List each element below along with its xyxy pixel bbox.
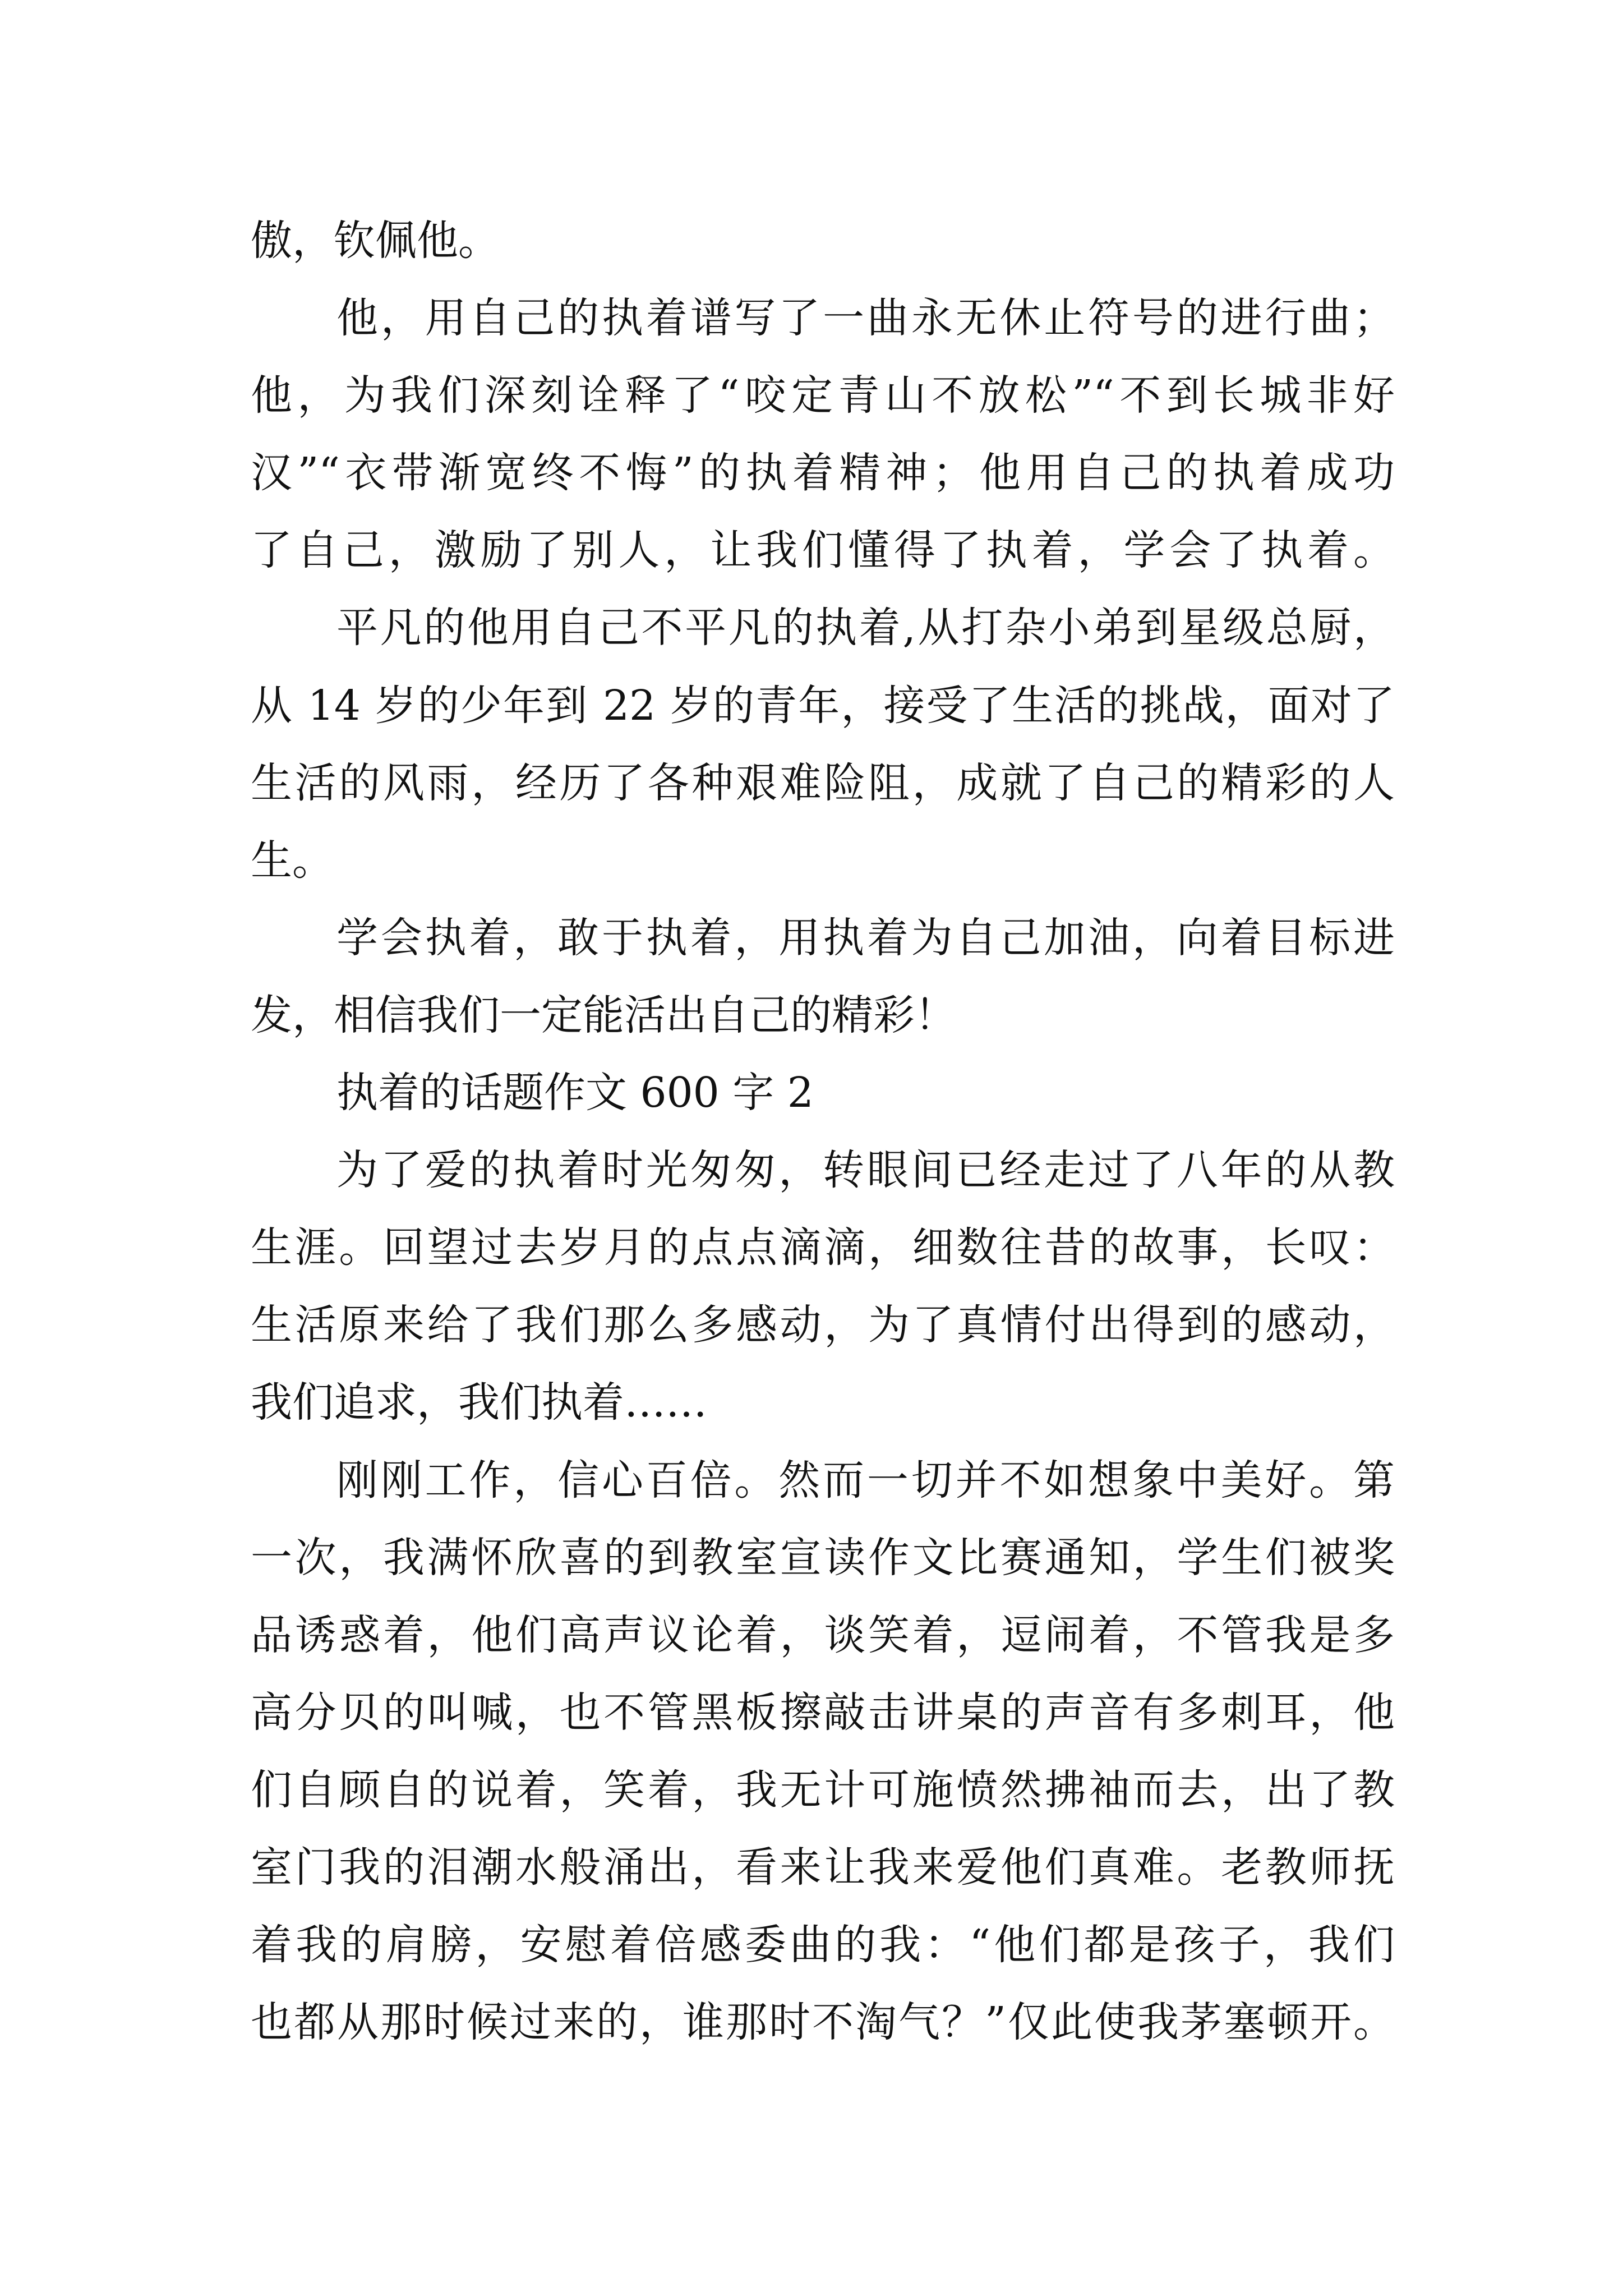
text-line: 发，相信我们一定能活出自己的精彩！ [251, 991, 956, 1039]
text-line: 生活原来给了我们那么多感动，为了真情付出得到的感动， [251, 1301, 1395, 1350]
text-line: 学会执着，敢于执着，用执着为自己加油，向着目标进 [336, 913, 1395, 962]
text-line: 生涯。回望过去岁月的点点滴滴，细数往昔的故事，长叹： [251, 1223, 1395, 1272]
text-line: 们自顾自的说着，笑着，我无计可施愤然拂袖而去，出了教 [251, 1765, 1395, 1814]
text-line: 品诱惑着，他们高声议论着，谈笑着，逗闹着，不管我是多 [251, 1611, 1395, 1659]
text-line: 傲，钦佩他。 [251, 217, 500, 265]
text-line: 从 14 岁的少年到 22 岁的青年，接受了生活的挑战，面对了 [251, 681, 1395, 730]
text-line: 为了爱的执着时光匆匆，转眼间已经走过了八年的从教 [336, 1146, 1395, 1195]
text-line: 一次，我满怀欣喜的到教室宣读作文比赛通知，学生们被奖 [251, 1533, 1395, 1582]
text-line: 着我的肩膀，安慰着倍感委曲的我：“他们都是孩子，我们 [251, 1921, 1395, 1970]
text-line: 他，用自己的执着谱写了一曲永无休止符号的进行曲； [336, 294, 1395, 343]
text-line: 也都从那时候过来的，谁那时不淘气？”仅此使我茅塞顿开。 [251, 1998, 1395, 2047]
text-line: 生活的风雨，经历了各种艰难险阻，成就了自己的精彩的人 [251, 758, 1395, 807]
body-text [251, 202, 1395, 2061]
text-line: 室门我的泪潮水般涌出，看来让我来爱他们真难。老教师抚 [251, 1843, 1395, 1892]
text-line: 他，为我们深刻诠释了“咬定青山不放松”“不到长城非好 [251, 371, 1395, 420]
text-line: 生。 [251, 836, 334, 885]
text-line: 高分贝的叫喊，也不管黑板擦敲击讲桌的声音有多刺耳，他 [251, 1688, 1395, 1737]
text-line: 汉”“衣带渐宽终不悔”的执着精神；他用自己的执着成功 [251, 449, 1395, 498]
section-heading: 执着的话题作文 600 字 2 [336, 1069, 814, 1117]
text-line: 了自己，激励了别人，让我们懂得了执着，学会了执着。 [251, 526, 1395, 575]
text-line: 刚刚工作，信心百倍。然而一切并不如想象中美好。第 [336, 1456, 1395, 1504]
text-line: 我们追求，我们执着…… [251, 1378, 707, 1427]
text-line: 平凡的他用自己不平凡的执着,从打杂小弟到星级总厨， [336, 604, 1395, 652]
